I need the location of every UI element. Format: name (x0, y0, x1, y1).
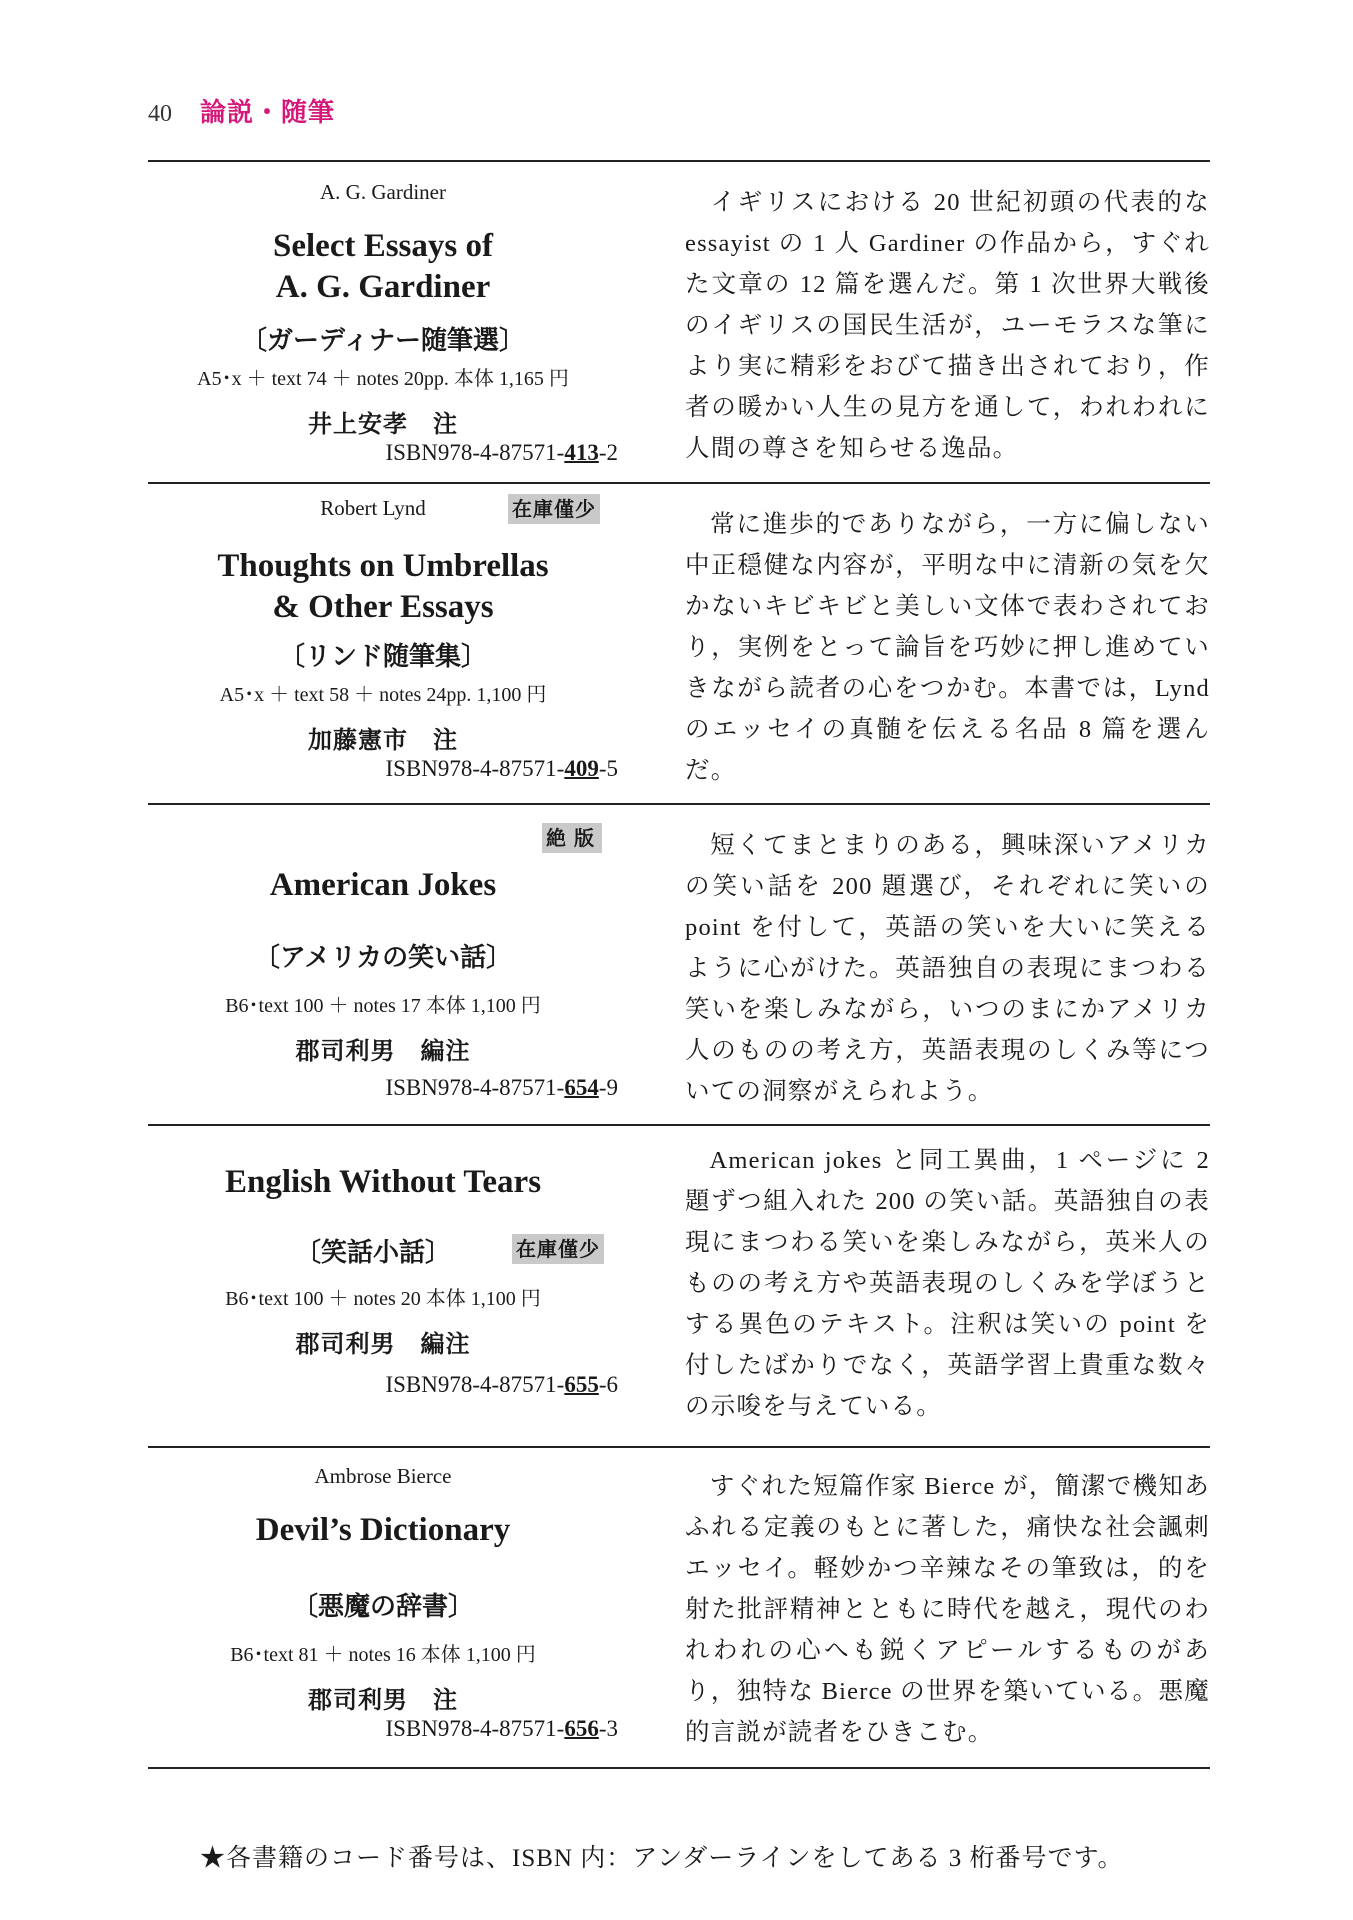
page-number: 40 (148, 101, 172, 127)
book-description (685, 1466, 1210, 1753)
section-title: 論説・随筆 (200, 98, 336, 127)
book-title-line: A. G. Gardiner (275, 269, 491, 305)
book-description-text: American jokes と同工異曲，1 ページに 2 題ずつ組入れた 200 の笑い話。英語独自の表現にまつわる笑いを楽しみながら，英米人のものの考え方や英語表現のしくみを学ぼうとする異色のテキスト。注釈は笑いの point を付したばかりでなく，英語学習上貴重な数々の示唆を与えている。 (685, 1147, 1210, 1420)
book-isbn (385, 756, 618, 782)
book-spec: A5･x ＋ text 74 ＋ notes 20pp. 本体 1,165 円 (197, 368, 569, 390)
book-title-line: Select Essays of (273, 228, 493, 264)
book-spec: A5･x ＋ text 58 ＋ notes 24pp. 1,100 円 (219, 684, 547, 706)
book-description-text: イギリスにおける 20 世紀初頭の代表的な essayist の 1 人 Gardiner の作品から，すぐれた文章の 12 篇を選んだ。第 1 次世界大戦後のイギリスの国民生活が，ユーモラスな筆により実に精彩をおびて描き出されており，作者の暖かい人生の見方を通して，われわれに人間の尊さを知らせる逸品。 (685, 189, 1210, 462)
footnote: ★各書籍のコード番号は、ISBN 内：アンダーラインをしてある 3 桁番号です。 (200, 1845, 1124, 1872)
book-entry (148, 803, 1210, 1124)
book-description (685, 182, 1210, 469)
isbn-code: 654 (564, 1075, 599, 1100)
book-description-text: 常に進歩的でありながら，一方に偏しない中正穏健な内容が，平明な中に清新の気を欠かないキビキビと美しい文体で表わされており，実例をとって論旨を巧妙に押し進めていきながら読者の心をつかむ。本書では，Lynd のエッセイの真髄を伝える名品 8 篇を選んだ。 (685, 511, 1210, 784)
stock-badge: 在庫僅少 (512, 1234, 604, 1264)
book-author: A. G. Gardiner (320, 180, 446, 204)
isbn-suffix: -2 (598, 440, 618, 465)
book-spec: B6･text 100 ＋ notes 20 本体 1,100 円 (225, 1288, 541, 1310)
book-japanese-title: 〔悪魔の辞書〕 (291, 1592, 474, 1622)
book-editor: 加藤憲市 注 (308, 726, 458, 754)
isbn-suffix: -9 (598, 1075, 618, 1100)
isbn-code: 655 (564, 1372, 599, 1397)
out-of-print-badge: 絶版 (542, 823, 602, 853)
isbn-suffix: -3 (598, 1716, 618, 1741)
book-japanese-title: 〔リンド随筆集〕 (278, 642, 487, 672)
book-description-text: 短くてまとまりのある，興味深いアメリカの笑い話を 200 題選び，それぞれに笑いの point を付して，英語の笑いを大いに笑えるように心がけた。英語独自の表現にまつわる笑いを楽しみながら，いつのまにかアメリカ人のものの考え方，英語表現のしくみ等についての洞察がえられよう。 (685, 832, 1210, 1105)
book-editor: 郡司利男 編注 (295, 1330, 471, 1358)
book-japanese-title: 〔笑話小話〕 (294, 1238, 451, 1268)
book-author: Ambrose Bierce (314, 1464, 452, 1488)
book-description (685, 825, 1210, 1112)
book-title: American Jokes (269, 867, 497, 903)
book-entry (148, 1124, 1210, 1446)
book-japanese-title: 〔アメリカの笑い話〕 (253, 943, 513, 973)
book-title (148, 546, 618, 628)
book-japanese-title: 〔ガーディナー随筆選〕 (241, 326, 525, 356)
page-header (148, 92, 335, 129)
book-editor: 郡司利男 編注 (295, 1037, 471, 1065)
divider (148, 1767, 1210, 1769)
book-isbn (385, 440, 618, 466)
book-entry (148, 160, 1210, 482)
book-title-line: & Other Essays (272, 589, 494, 625)
book-title-line: Thoughts on Umbrellas (217, 548, 549, 584)
isbn-suffix: -5 (598, 756, 618, 781)
book-title (148, 226, 618, 308)
isbn-prefix: ISBN978-4-87571- (385, 1075, 565, 1100)
isbn-prefix: ISBN978-4-87571- (385, 1372, 565, 1397)
book-author: Robert Lynd (320, 496, 426, 520)
isbn-suffix: -6 (598, 1372, 618, 1397)
book-title: English Without Tears (224, 1164, 542, 1200)
book-description (685, 1140, 1210, 1427)
stock-badge: 在庫僅少 (508, 494, 600, 524)
book-isbn (385, 1716, 618, 1742)
book-description-text: すぐれた短篇作家 Bierce が，簡潔で機知あふれる定義のもとに著した，痛快な社会諷刺エッセイ。軽妙かつ辛辣なその筆致は，的を射た批評精神とともに時代を越え，現代のわれわれの心へも鋭くアピールするものがあり，独特な Bierce の世界を築いている。悪魔的言説が読者をひきこむ。 (685, 1473, 1210, 1746)
book-description (685, 504, 1210, 791)
book-spec: B6･text 100 ＋ notes 17 本体 1,100 円 (225, 995, 541, 1017)
isbn-code: 409 (564, 756, 599, 781)
book-entry (148, 1446, 1210, 1767)
book-title: Devil’s Dictionary (255, 1512, 511, 1548)
isbn-prefix: ISBN978-4-87571- (385, 440, 565, 465)
isbn-prefix: ISBN978-4-87571- (385, 756, 565, 781)
book-editor: 井上安孝 注 (308, 410, 458, 438)
book-editor: 郡司利男 注 (308, 1686, 458, 1714)
isbn-code: 656 (564, 1716, 599, 1741)
book-isbn (385, 1075, 618, 1101)
book-isbn (385, 1372, 618, 1398)
isbn-code: 413 (564, 440, 599, 465)
book-spec: B6･text 81 ＋ notes 16 本体 1,100 円 (230, 1644, 536, 1666)
book-entry (148, 482, 1210, 803)
isbn-prefix: ISBN978-4-87571- (385, 1716, 565, 1741)
